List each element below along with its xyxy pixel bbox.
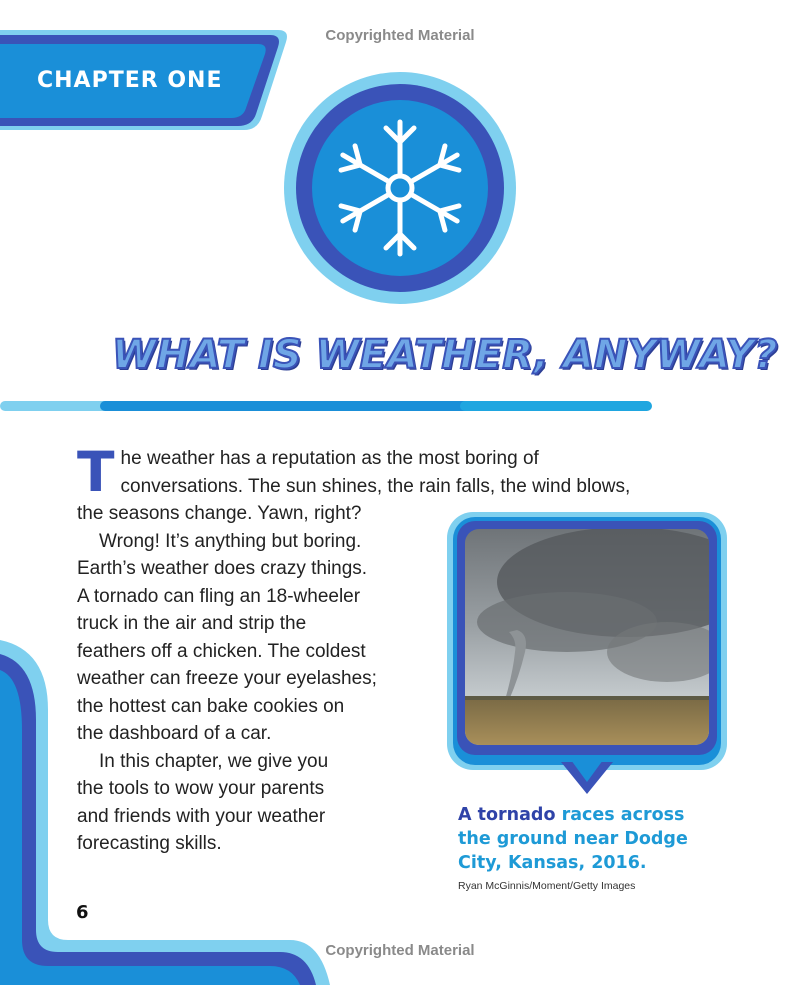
caption-text: races across the ground near Dodge City, Kansas, 2016. bbox=[458, 805, 688, 873]
page-number: 6 bbox=[76, 902, 89, 923]
photo-credit: Ryan McGinnis/Moment/Getty Images bbox=[458, 880, 636, 892]
text-line: feathers off a chicken. The coldest bbox=[77, 640, 366, 662]
text-line: A tornado can fling an 18-wheeler bbox=[77, 585, 361, 607]
text-line: truck in the air and strip the bbox=[77, 613, 307, 634]
text-line: weather can freeze your eyelashes; bbox=[77, 668, 377, 689]
text-line: Wrong! It’s anything but boring. bbox=[99, 530, 362, 552]
snowflake-badge bbox=[282, 70, 518, 306]
text-line: the tools to wow your parents bbox=[77, 778, 325, 799]
corner-decoration bbox=[0, 640, 330, 985]
caption-highlight: A tornado bbox=[458, 805, 556, 825]
text-line: Earth’s weather does crazy things. bbox=[77, 558, 368, 579]
text-line: the dashboard of a car. bbox=[77, 723, 272, 744]
title-underline bbox=[0, 398, 660, 414]
watermark-top: Copyrighted Material bbox=[325, 27, 475, 44]
text-line: he weather has a reputation as the most boring of bbox=[120, 448, 539, 469]
drop-cap: T bbox=[77, 440, 115, 504]
text-line: the seasons change. Yawn, right? bbox=[77, 503, 362, 524]
watermark-bottom: Copyrighted Material bbox=[325, 942, 475, 959]
tornado-photo bbox=[447, 512, 727, 797]
text-line: the hottest can bake cookies on bbox=[77, 695, 345, 717]
text-line: conversations. The sun shines, the rain falls, the wind blows, bbox=[120, 475, 631, 497]
photo-caption bbox=[458, 803, 718, 875]
text-line: In this chapter, we give you bbox=[99, 750, 329, 772]
chapter-label: CHAPTER ONE bbox=[37, 68, 223, 93]
text-line: and friends with your weather bbox=[77, 805, 326, 827]
page-title: WHAT IS WEATHER, ANYWAY? bbox=[112, 332, 778, 378]
text-line: forecasting skills. bbox=[77, 833, 222, 854]
